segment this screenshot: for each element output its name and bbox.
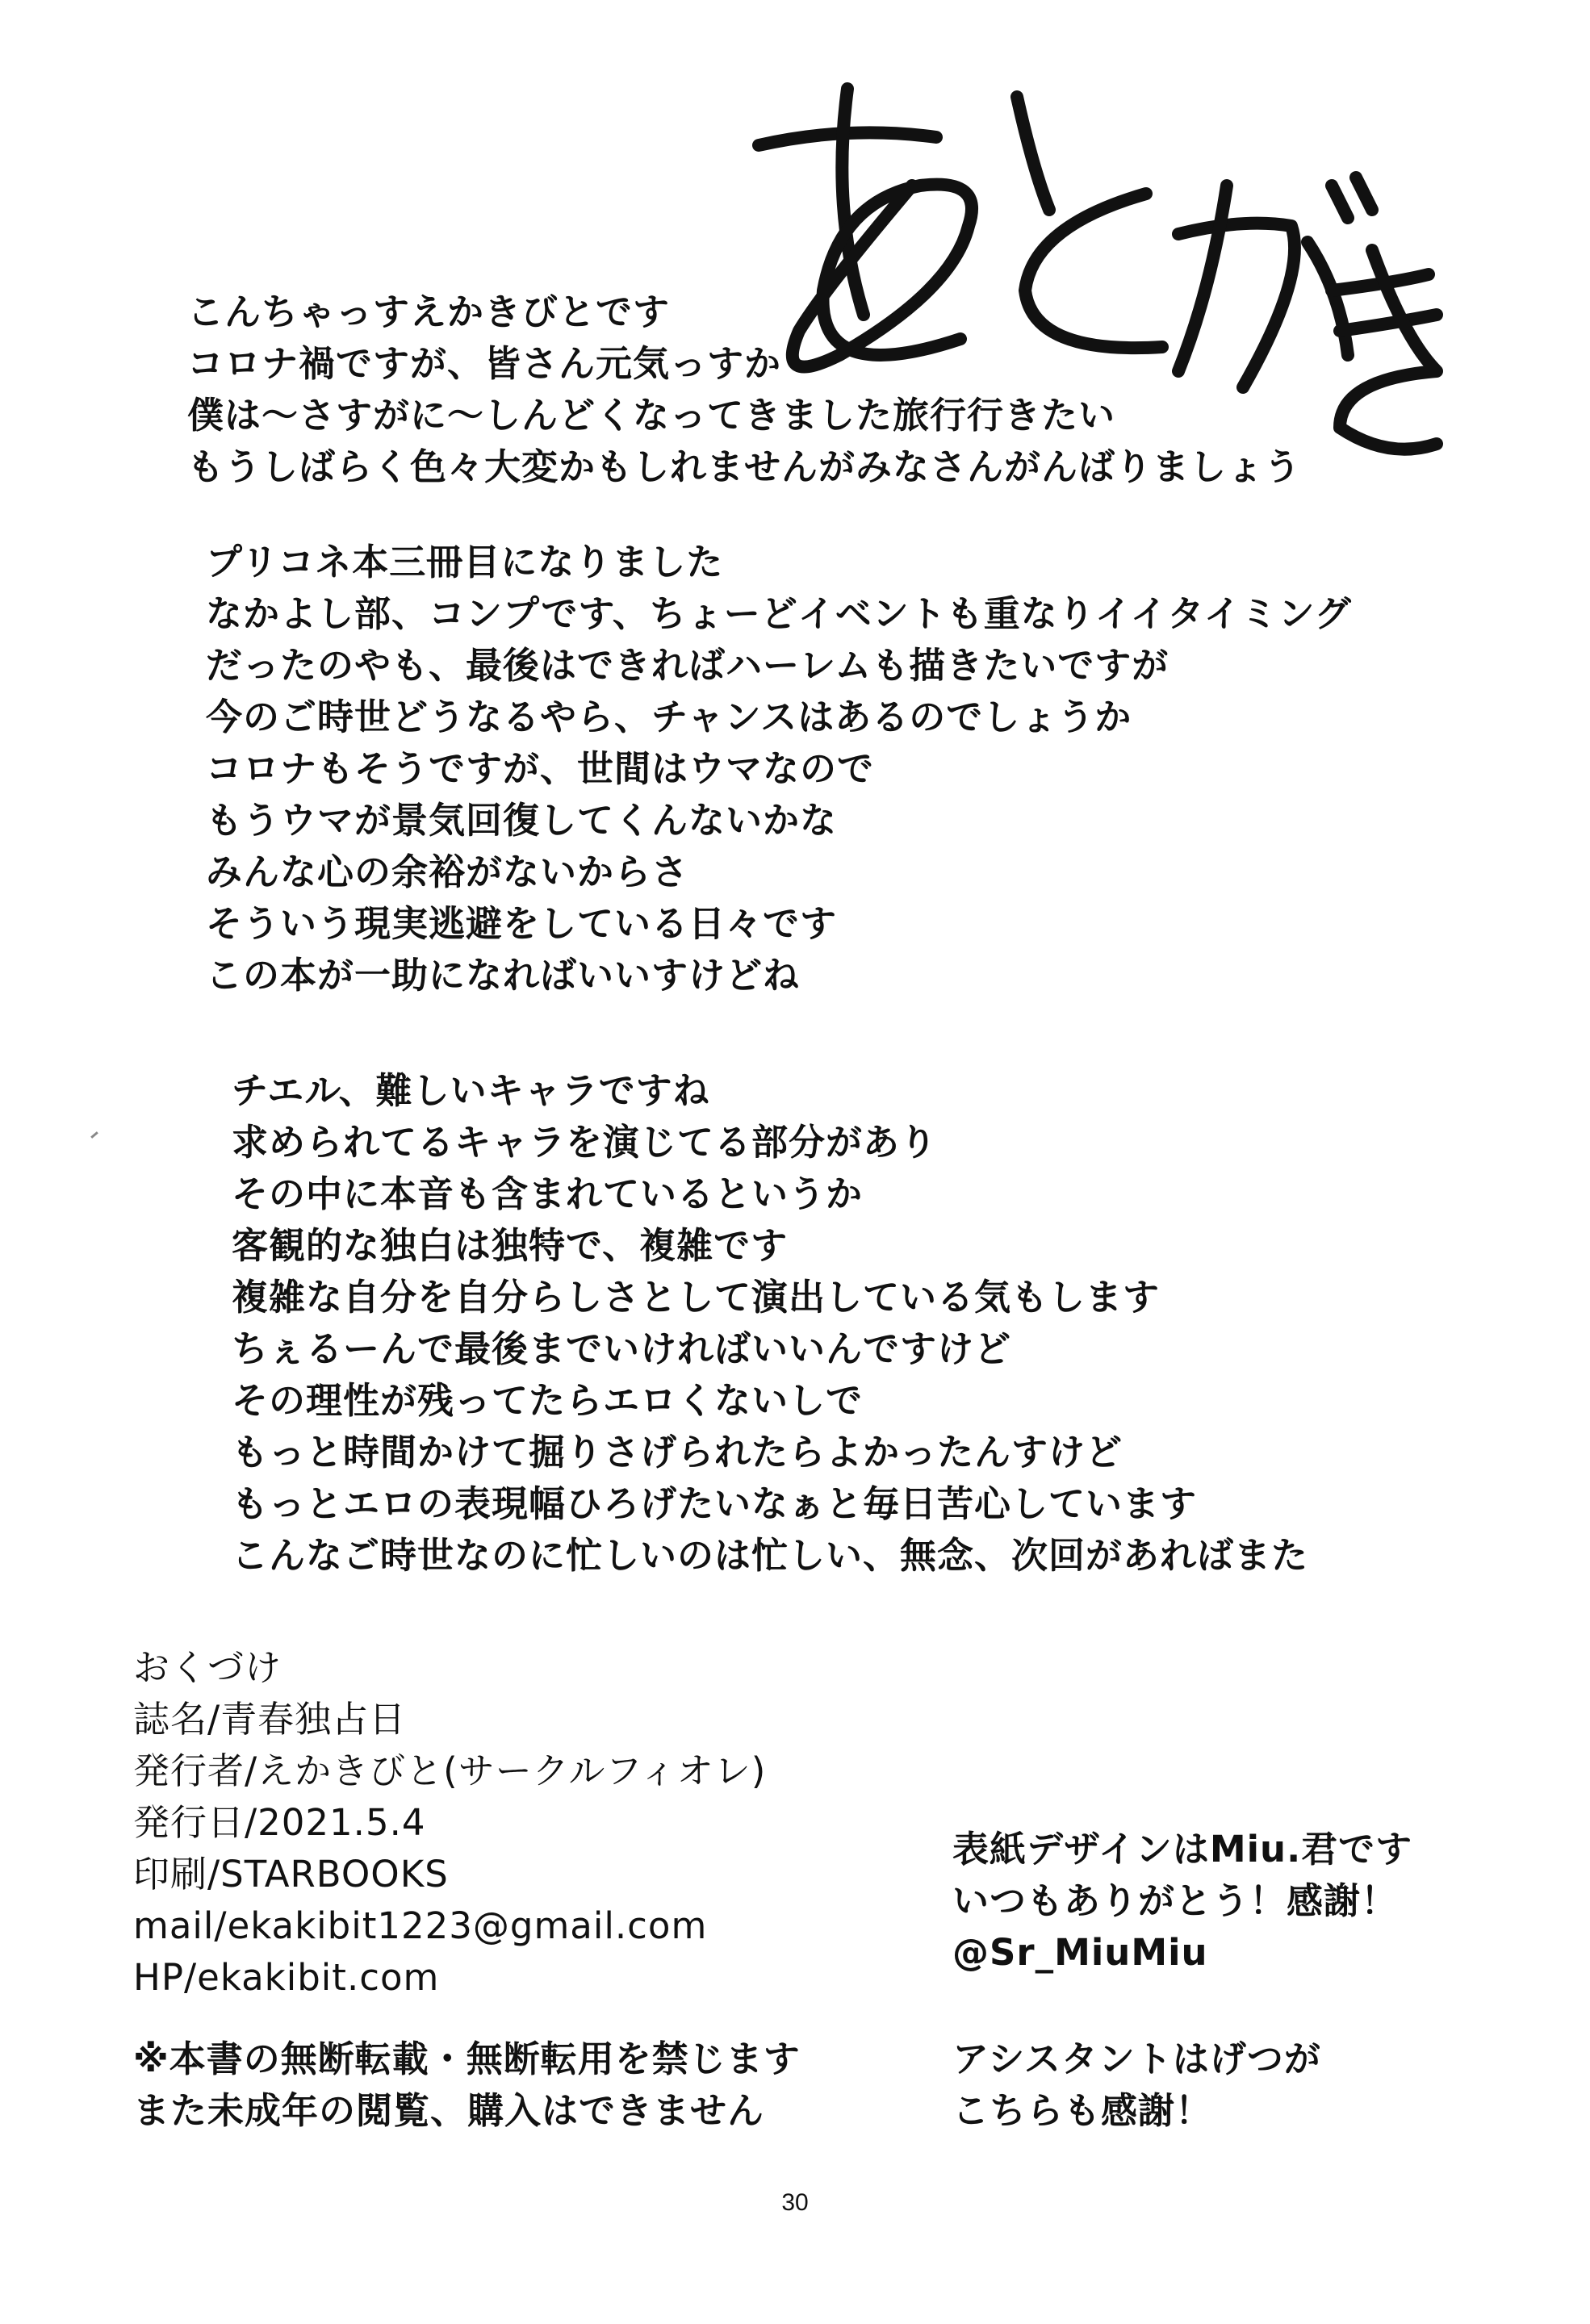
text-line: 僕は〜さすがに〜しんどくなってきました旅行行きたい (187, 394, 1116, 437)
colophon-printer: 印刷/STARBOOKS (133, 1853, 449, 1896)
colophon-mail: mail/ekakibit1223@gmail.com (133, 1904, 708, 1947)
cover-design-credits (952, 1824, 1412, 1979)
text-line: その理性が残ってたらエロくないしで (232, 1379, 864, 1422)
colophon-date: 発行日/2021.5.4 (133, 1801, 426, 1844)
text-line: もうウマが景気回復してくんないかな (206, 799, 838, 842)
text-line: 求められてるキャラを演じてる部分があり (232, 1121, 938, 1164)
text-line: 客観的な独白は独特で、複雑です (232, 1224, 789, 1267)
colophon (133, 1642, 766, 2004)
text-line: コロナもそうですが、世間はウマなので (206, 747, 875, 790)
notice-line: ※本書の無断転載・無断転用を禁じます (133, 2038, 801, 2080)
greeting-paragraph (187, 286, 1301, 493)
credit-line: アシスタントはげつが (952, 2038, 1321, 2080)
credit-handle: @Sr_MiuMiu (952, 1931, 1208, 1974)
text-line: だったのやも、最後はできればハーレムも描きたいですが (206, 644, 1169, 687)
text-line: みんな心の余裕がないからさ (206, 851, 689, 893)
text-line: こんなご時世なのに忙しいのは忙しい、無念、次回があればまた (232, 1534, 1309, 1577)
text-line: チエル、難しいキャラですね (232, 1069, 710, 1112)
page-number: 30 (781, 2189, 809, 2216)
text-line: もっと時間かけて掘りさげられたらよかったんすけど (232, 1431, 1123, 1473)
text-line: この本が一助になればいいすけどね (206, 954, 801, 997)
text-line: そういう現実逃避をしている日々です (206, 902, 838, 945)
text-line: なかよし部、コンプです、ちょーどイベントも重なりイイタイミング (206, 592, 1352, 635)
text-line: 複雑な自分を自分らしさとして演出している気もします (232, 1276, 1161, 1319)
credit-line: 表紙デザインはMiu.君です (952, 1828, 1413, 1870)
text-line: もうしばらく色々大変かもしれませんがみなさんがんばりましょう (187, 445, 1302, 488)
text-line: こんちゃっすえかきびとです (187, 290, 671, 333)
text-line: プリコネ本三冊目になりました (206, 541, 724, 583)
colophon-title: 誌名/青春独占日 (133, 1698, 407, 1741)
notice-line: また未成年の閲覧、購入はできません (133, 2089, 765, 2132)
text-line: コロナ禍ですが、皆さん元気っすか (187, 342, 782, 385)
print-speck (90, 1131, 98, 1139)
text-line: その中に本音も含まれているというか (232, 1172, 864, 1215)
character-notes-paragraph (232, 1065, 1308, 1582)
colophon-heading: おくづけ (133, 1646, 282, 1689)
text-line: 今のご時世どうなるやら、チャンスはあるのでしょうか (206, 696, 1132, 738)
copyright-notice (133, 2034, 801, 2137)
credit-line: こちらも感謝！ (952, 2089, 1213, 2132)
text-line: もっとエロの表現幅ひろげたいなぁと毎日苦心しています (232, 1482, 1198, 1525)
colophon-publisher: 発行者/えかきびと(サークルフィオレ) (133, 1749, 767, 1792)
assistant-credits (952, 2034, 1321, 2137)
credit-line: いつもありがとう！感謝！ (952, 1879, 1399, 1922)
book-notes-paragraph (206, 537, 1352, 1001)
colophon-homepage: HP/ekakibit.com (133, 1956, 440, 1999)
text-line: ちぇるーんで最後までいければいいんですけど (232, 1327, 1012, 1370)
